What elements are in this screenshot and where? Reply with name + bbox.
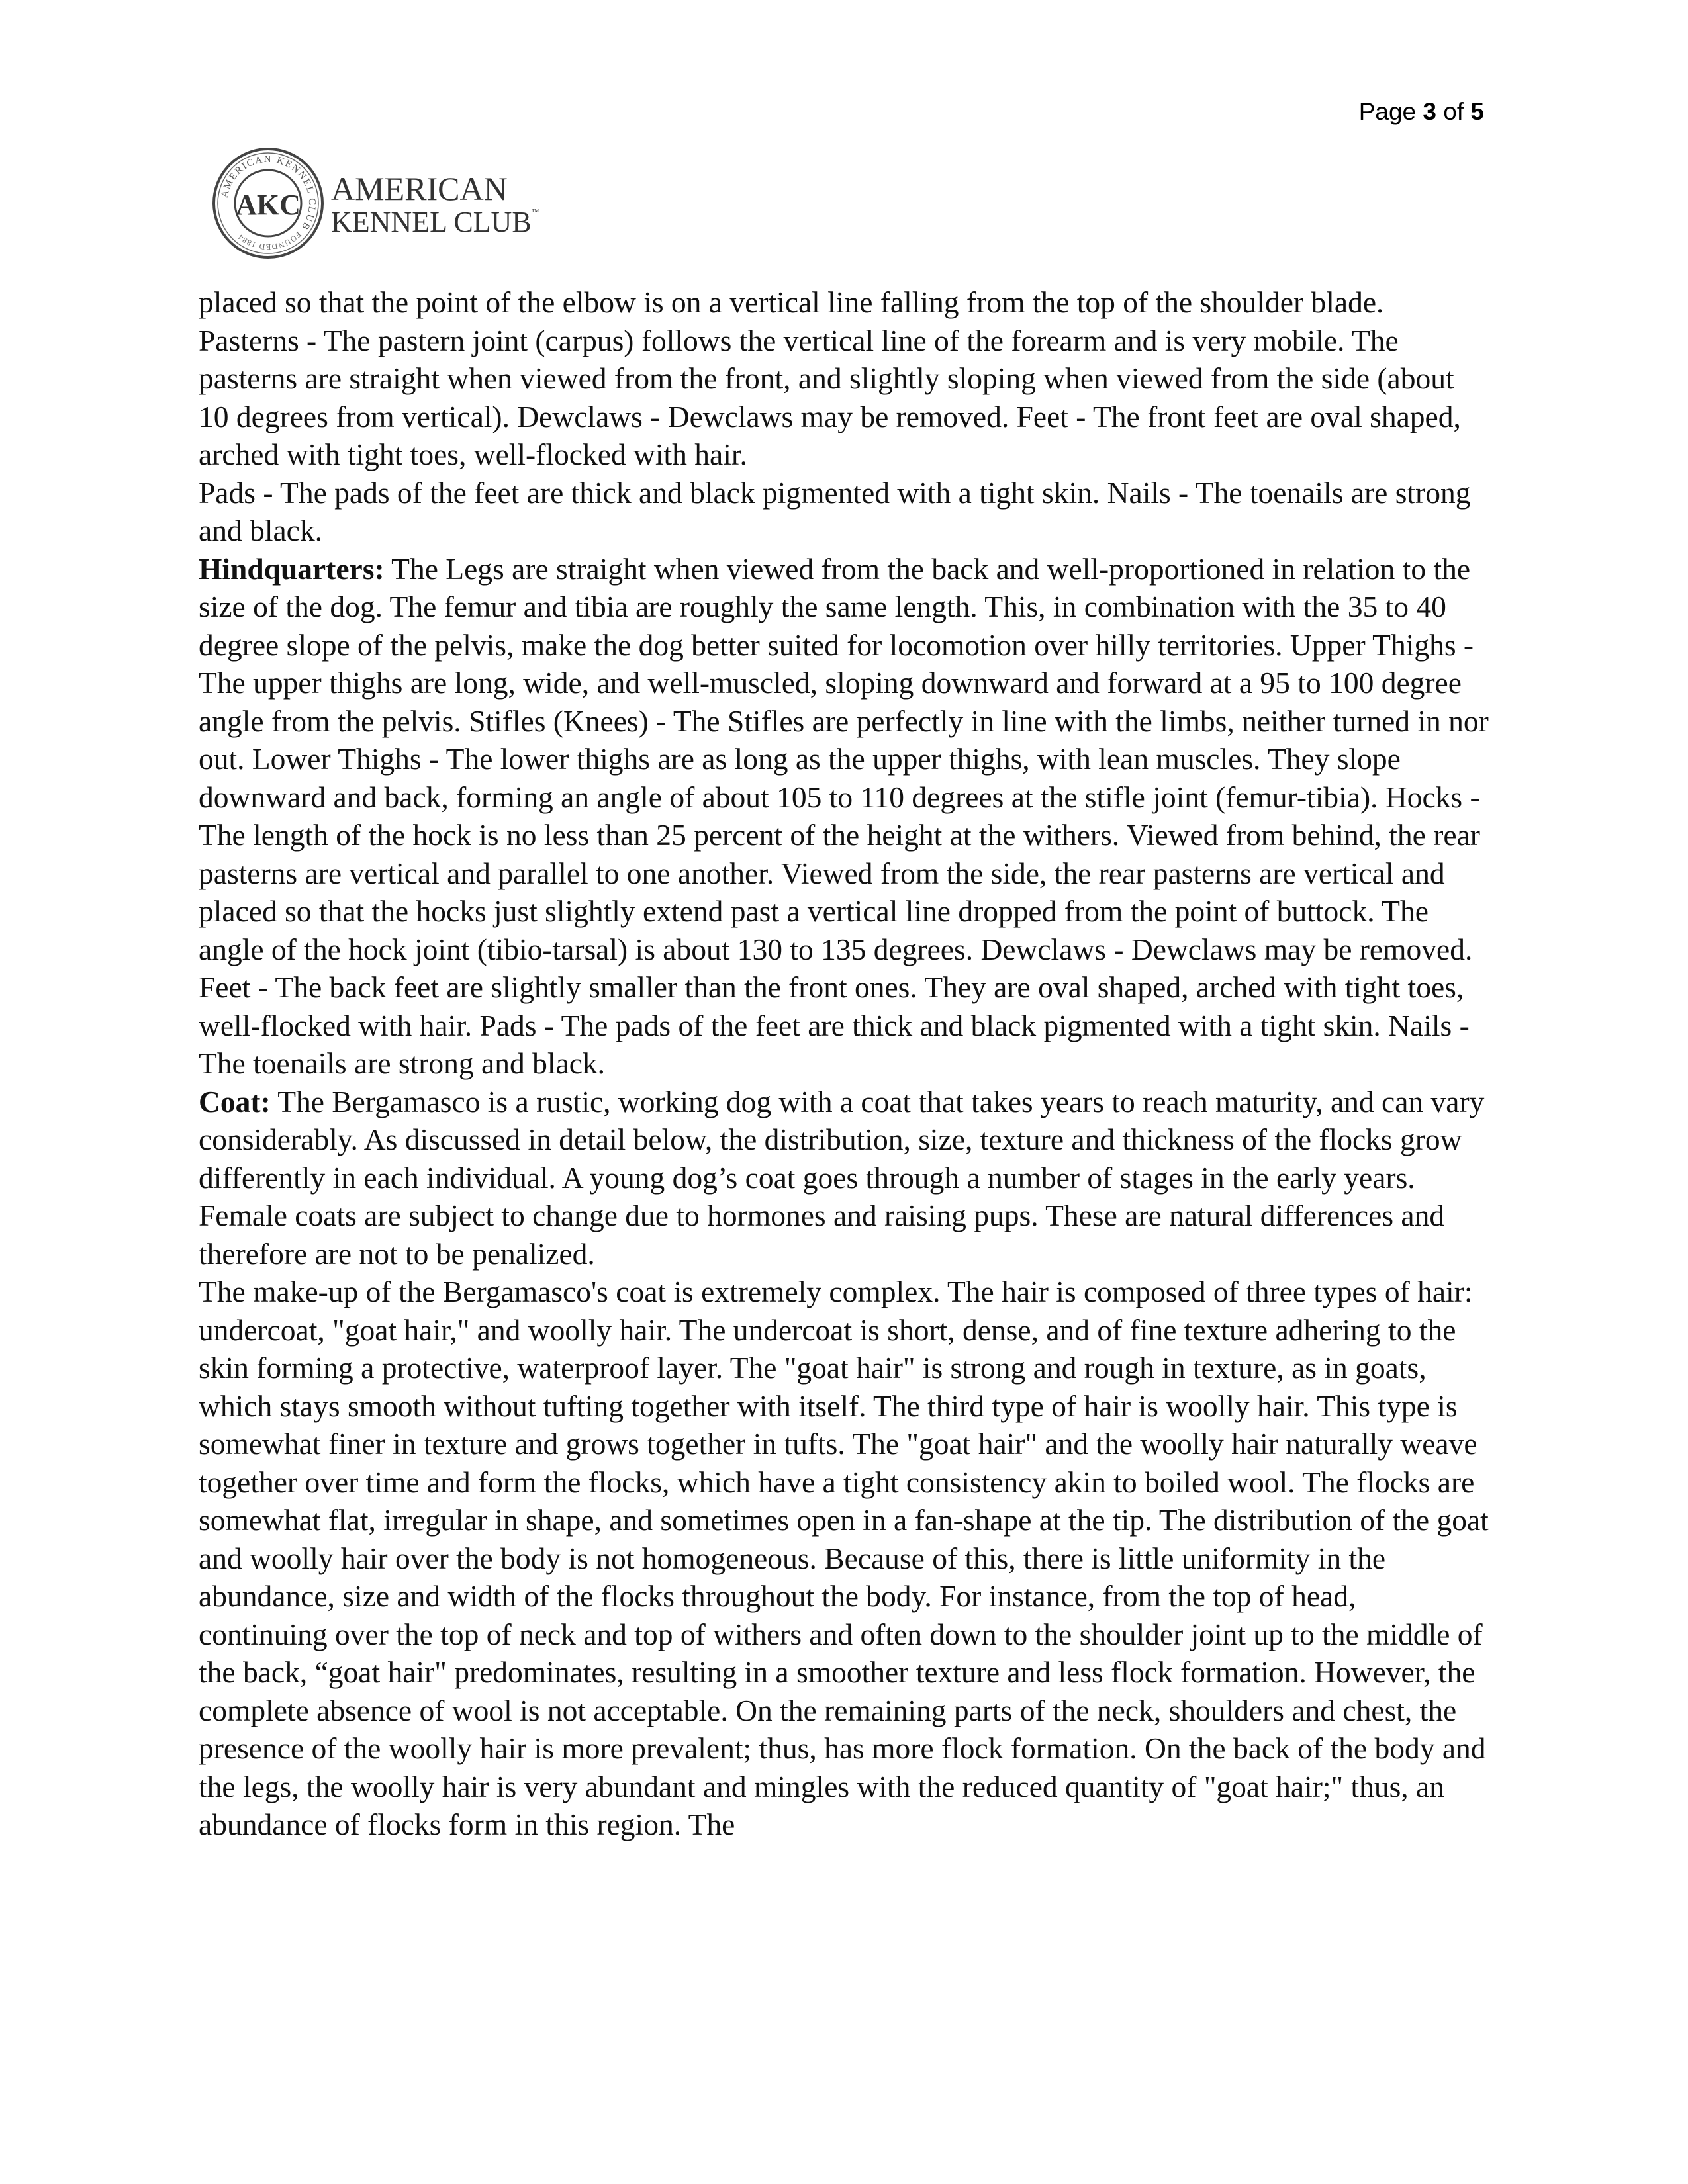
seal-founded-text: FOUNDED 1884 bbox=[236, 230, 303, 252]
page-prefix: Page bbox=[1358, 98, 1423, 125]
coat-text: The Bergamasco is a rustic, working dog with a coat that takes years to reach maturity, and can vary considerably. As discussed in detail below, the distribution, size, texture and thickness of the flocks grow differently in each individual. A young dog’s coat goes through a number of stages in the early years. Female coats are subject to change due to hormones and raising pups. These are natural differences and therefore are not to be penalized. bbox=[199, 1084, 1485, 1271]
paragraph-coat bbox=[199, 1083, 1489, 1273]
paragraph-coat-makeup: The make-up of the Bergamasco's coat is extremely complex. The hair is composed of three types of hair: undercoat, "goat hair," and woolly hair. The undercoat is short, dense, and of fine texture adhering to the skin forming a protective, waterproof layer. The "goat hair" is strong and rough in texture, as in goats, which stays smooth without tufting together with itself. The third type of hair is woolly hair. This type is somewhat finer in texture and grows together in tufts. The "goat hair" and the woolly hair naturally weave together over time and form the flocks, which have a tight consistency akin to boiled wool. The flocks are somewhat flat, irregular in shape, and sometimes open in a fan-shape at the tip. The distribution of the goat and woolly hair over the body is not homogeneous. Because of this, there is little uniformity in the abundance, size and width of the flocks throughout the body. For instance, from the top of head, continuing over the top of neck and top of withers and often down to the shoulder joint up to the middle of the back, “goat hair" predominates, resulting in a smoother texture and less flock formation. However, the complete absence of wool is not acceptable. On the remaining parts of the neck, shoulders and chest, the presence of the woolly hair is more prevalent; thus, has more flock formation. On the back of the body and the legs, the woolly hair is very abundant and mingles with the reduced quantity of "goat hair;" thus, an abundance of flocks form in this region. The bbox=[199, 1275, 1489, 1841]
paragraph-pads-nails: Pads - The pads of the feet are thick and black pigmented with a tight skin. Nails - The toenails are strong and black. bbox=[199, 475, 1471, 547]
page-mid: of bbox=[1436, 98, 1471, 125]
page-current: 3 bbox=[1423, 98, 1436, 125]
document-body bbox=[199, 283, 1489, 1844]
hindquarters-text: The Legs are straight when viewed from the back and well-proportioned in relation to the size of the dog. The femur and tibia are roughly the same length. This, in combination with the 35 to 40 degree slope of the pelvis, make the dog better suited for locomotion over hilly territories. Upper Thighs - The upper thighs are long, wide, and well-muscled, sloping downward and forward at a 95 to 100 degree angle from the pelvis. Stifles (Knees) - The Stifles are perfectly in line with the limbs, neither turned in nor out. Lower Thighs - The lower thighs are as long as the upper thighs, with lean muscles. They slope downward and back, forming an angle of about 105 to 110 degrees at the stifle joint (femur-tibia). Hocks - The length of the hock is no less than 25 percent of the height at the withers. Viewed from behind, the rear pasterns are vertical and parallel to one another. Viewed from the side, the rear pasterns are vertical and placed so that the hocks just slightly extend past a vertical line dropped from the point of buttock. The angle of the hock joint (tibio-tarsal) is about 130 to 135 degrees. Dewclaws - Dewclaws may be removed. Feet - The back feet are slightly smaller than the front ones. They are oval shaped, arched with tight toes, well-flocked with hair. Pads - The pads of the feet are thick and black pigmented with a tight skin. Nails - The toenails are strong and black. bbox=[199, 551, 1489, 1080]
seal-ring-text: AMERICAN KENNEL CLUB bbox=[219, 154, 318, 233]
logo-wordmark: AMERICAN KENNEL CLUB™ bbox=[331, 170, 539, 238]
akc-seal-icon bbox=[212, 147, 324, 259]
paragraph-forequarters-continued: placed so that the point of the elbow is on a vertical line falling from the top of the shoulder blade. Pasterns - The pastern joint (carpus) follows the vertical line of the forearm and is very mobile. The pasterns are straight when viewed from the front, and slightly sloping when viewed from the side (about 10 degrees from vertical). Dewclaws - Dewclaws may be removed. Feet - The front feet are oval shaped, arched with tight toes, well-flocked with hair. bbox=[199, 285, 1461, 471]
logo-line-2: KENNEL CLUB bbox=[331, 206, 532, 238]
page-number bbox=[1359, 98, 1484, 126]
logo-line-1: AMERICAN bbox=[331, 170, 508, 207]
section-label-hindquarters: Hindquarters: bbox=[199, 551, 385, 586]
akc-logo bbox=[212, 147, 539, 259]
section-label-coat: Coat: bbox=[199, 1084, 271, 1118]
seal-monogram: AKC bbox=[236, 189, 301, 221]
page-total: 5 bbox=[1470, 98, 1484, 125]
paragraph-hindquarters bbox=[199, 550, 1489, 1083]
